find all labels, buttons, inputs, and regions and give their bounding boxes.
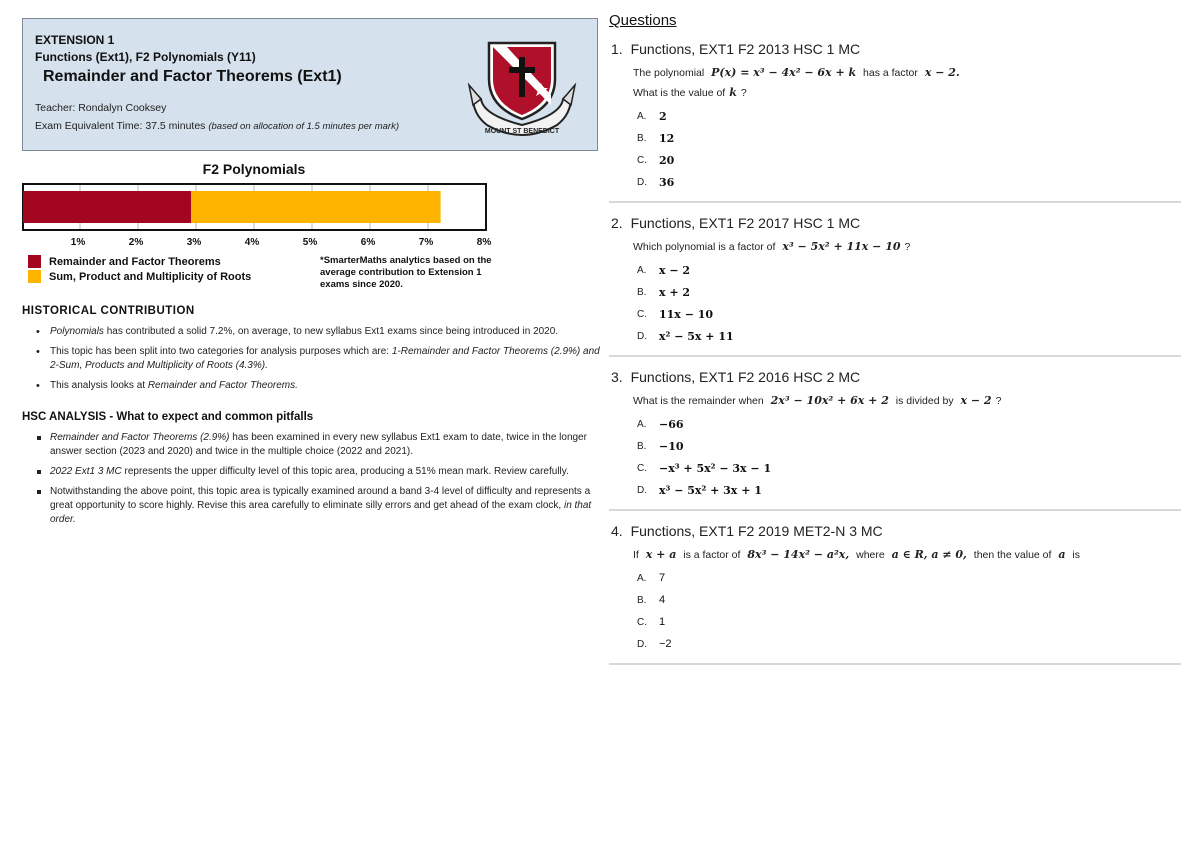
answer-option-b[interactable]: B. x + 2	[637, 285, 691, 299]
contribution-chart-svg	[22, 183, 502, 263]
question-2	[609, 213, 1181, 357]
question-title: Functions, EXT1 F2 2017 HSC 1 MC	[630, 215, 861, 231]
crest-banner-text: MOUNT ST BENEDICT	[484, 128, 560, 135]
x-tick-label: 8%	[476, 237, 492, 248]
question-text: If x + a is a factor of 8x³ − 14x² − a²x, where a ∈ R, a ≠ 0, then the value of a is	[633, 548, 1081, 561]
hsc-analysis-list	[22, 431, 600, 527]
question-title: Functions, EXT1 F2 2013 HSC 1 MC	[630, 41, 861, 57]
answer-options	[637, 413, 1181, 501]
bar-roots	[191, 191, 440, 223]
question-number: 4.	[611, 523, 623, 539]
math-expression: P(x) = x³ − 4x² − 6x + k	[711, 66, 857, 79]
question-1	[609, 39, 1181, 203]
hsc-analysis-heading: HSC ANALYSIS - What to expect and common pitfalls	[22, 411, 314, 423]
contribution-chart	[22, 183, 502, 263]
list-item: • This topic has been split into two categories for analysis purposes which are: 1-Remainder and Factor Theorems (2.9%) and 2-Sum, Products and Multiplicity of Roots (4.3%).	[22, 345, 600, 373]
list-item: • This analysis looks at Remainder and Factor Theorems.	[22, 379, 600, 393]
legend-label-remainder: Remainder and Factor Theorems	[49, 255, 221, 268]
x-tick-label: 4%	[244, 237, 260, 248]
answer-option-a[interactable]: A. 2	[637, 109, 667, 123]
x-tick-label: 2%	[128, 237, 144, 248]
time-value: 37.5 minutes	[145, 120, 206, 132]
bar-remainder	[23, 191, 191, 223]
extension-label: EXTENSION 1	[35, 33, 115, 47]
math-expression: a	[1058, 548, 1066, 561]
time-label: Exam Equivalent Time:	[35, 120, 143, 132]
legend-swatch-remainder	[28, 255, 41, 268]
x-tick-label: 3%	[186, 237, 202, 248]
answer-options	[637, 259, 1181, 347]
historical-heading: HISTORICAL CONTRIBUTION	[22, 305, 195, 317]
answer-option-c[interactable]: C. 1	[637, 616, 666, 628]
chart-legend	[22, 255, 600, 299]
math-expression: x³ − 5x² + 11x − 10	[782, 240, 901, 253]
x-tick-label: 5%	[302, 237, 318, 248]
math-expression: x + a	[645, 548, 677, 561]
school-crest-logo	[467, 33, 577, 139]
teacher-label: Teacher:	[35, 102, 76, 114]
topic-subtitle: Functions (Ext1), F2 Polynomials (Y11)	[35, 50, 256, 64]
question-text: What is the remainder when 2x³ − 10x² + 6x + 2 is divided by x − 2 ?	[633, 394, 1002, 407]
legend-item-remainder	[28, 255, 221, 268]
questions-heading: Questions	[609, 12, 677, 29]
x-tick-label: 6%	[360, 237, 376, 248]
legend-label-roots: Sum, Product and Multiplicity of Roots	[49, 270, 252, 283]
answer-options	[637, 105, 1181, 193]
question-text: What is the value of k ?	[633, 86, 747, 99]
legend-swatch-roots	[28, 270, 41, 283]
answer-option-d[interactable]: D. −2	[637, 638, 672, 650]
answer-option-d[interactable]: D. x² − 5x + 11	[637, 329, 734, 343]
question-text: The polynomial P(x) = x³ − 4x² − 6x + k has a factor x − 2.	[633, 66, 960, 79]
question-number: 1.	[611, 41, 623, 57]
x-tick-label: 1%	[70, 237, 86, 248]
answer-option-c[interactable]: C. 20	[637, 153, 675, 167]
historical-list	[22, 325, 600, 393]
question-number: 2.	[611, 215, 623, 231]
topic-header-box	[22, 18, 598, 151]
answer-option-b[interactable]: B. 12	[637, 131, 675, 145]
list-item: Notwithstanding the above point, this topic area is typically examined around a band 3-4 level of difficulty and represents a great opportunity to score highly. Revise this area carefully to eliminate silly errors and get ahead of the exam clock, in that order.	[22, 485, 600, 527]
math-expression: 2x³ − 10x² + 6x + 2	[770, 394, 889, 407]
list-item: Remainder and Factor Theorems (2.9%) has been examined in every new syllabus Ext1 exam to date, twice in the longer answer section (2023 and 2020) and twice in the multiple choice (2022 and 2021).	[22, 431, 600, 459]
chart-footnote: *SmarterMaths analytics based on the average contribution to Extension 1 exams since 2020.	[320, 255, 492, 290]
math-expression: 8x³ − 14x² − a²x,	[747, 548, 850, 561]
question-3	[609, 367, 1181, 511]
question-number: 3.	[611, 369, 623, 385]
answer-option-b[interactable]: B. 4	[637, 594, 666, 606]
math-expression: a ∈ R, a ≠ 0,	[891, 548, 967, 561]
answer-option-a[interactable]: A. −66	[637, 417, 684, 431]
answer-options	[637, 567, 1181, 655]
answer-option-a[interactable]: A. x − 2	[637, 263, 691, 277]
math-expression: x − 2.	[924, 66, 960, 79]
answer-option-c[interactable]: C. −x³ + 5x² − 3x − 1	[637, 461, 772, 475]
list-item: • Polynomials has contributed a solid 7.2%, on average, to new syllabus Ext1 exams since being introduced in 2020.	[22, 325, 600, 339]
answer-option-d[interactable]: D. 36	[637, 175, 675, 189]
x-tick-label: 7%	[418, 237, 434, 248]
answer-option-b[interactable]: B. −10	[637, 439, 684, 453]
topic-title: Remainder and Factor Theorems (Ext1)	[43, 68, 342, 85]
math-expression: x − 2	[960, 394, 992, 407]
question-title: Functions, EXT1 F2 2016 HSC 2 MC	[630, 369, 861, 385]
answer-option-a[interactable]: A. 7	[637, 572, 666, 584]
legend-item-roots	[28, 270, 251, 283]
teacher-name: Rondalyn Cooksey	[78, 102, 167, 114]
question-title: Functions, EXT1 F2 2019 MET2-N 3 MC	[630, 523, 883, 539]
answer-option-d[interactable]: D. x³ − 5x² + 3x + 1	[637, 483, 762, 497]
question-4	[609, 521, 1181, 665]
chart-title: F2 Polynomials	[202, 161, 306, 177]
left-column	[22, 18, 600, 533]
question-text: Which polynomial is a factor of x³ − 5x² + 11x − 10 ?	[633, 240, 911, 253]
time-note: (based on allocation of 1.5 minutes per mark)	[208, 121, 399, 132]
answer-option-c[interactable]: C. 11x − 10	[637, 307, 714, 321]
questions-column	[609, 12, 1181, 675]
list-item: 2022 Ext1 3 MC represents the upper difficulty level of this topic area, producing a 51% mean mark. Review carefully.	[22, 465, 600, 479]
